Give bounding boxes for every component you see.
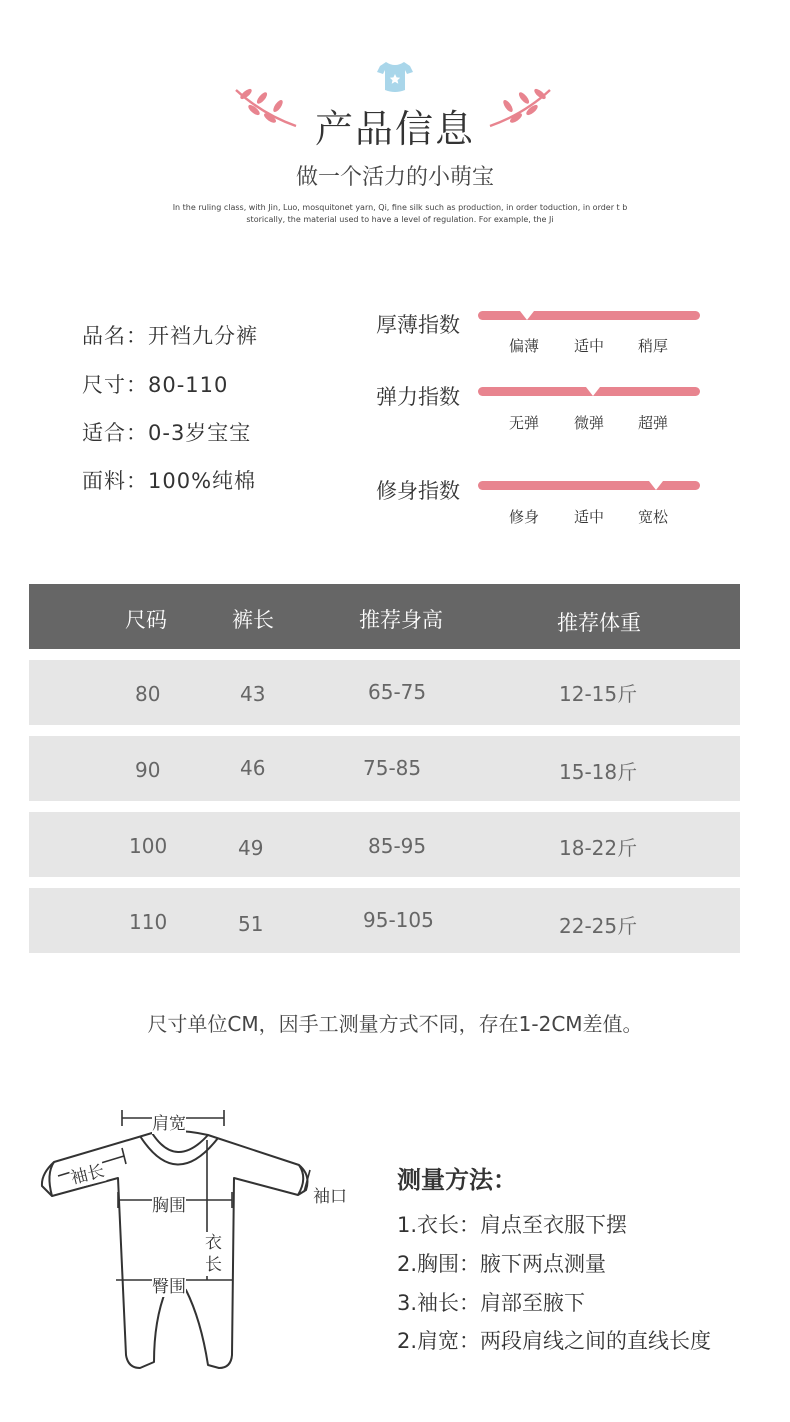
description-line-1: In the ruling class, with Jin, Luo, mosquitonet yarn, Qi, fine silk such as production, in order toduction, in order t b xyxy=(172,203,628,212)
cell-height: 85-95 xyxy=(368,834,427,858)
fit-index-marker xyxy=(649,481,663,490)
garment-length-label: 衣长 xyxy=(205,1232,225,1276)
elasticity-index-bar xyxy=(478,387,700,396)
hip-label: 臀围 xyxy=(152,1272,186,1297)
table-row xyxy=(29,736,740,801)
sleeve-length-label: 袖长 xyxy=(67,1156,106,1188)
thickness-index-label: 厚薄指数 xyxy=(376,313,460,337)
fit-index-label: 修身指数 xyxy=(376,479,460,503)
cell-height: 75-85 xyxy=(363,756,422,780)
cell-pants-length: 49 xyxy=(238,836,264,860)
fit-tick: 修身 xyxy=(508,508,539,526)
cell-pants-length: 46 xyxy=(240,756,266,780)
onesie-icon xyxy=(376,60,414,94)
cell-pants-length: 51 xyxy=(238,912,264,936)
elasticity-index-marker xyxy=(586,387,600,396)
col-header-weight: 推荐体重 xyxy=(557,611,641,635)
cell-weight: 15-18斤 xyxy=(559,760,638,784)
info-product-name: 品名：开裆九分裤 xyxy=(82,324,258,348)
size-note: 尺寸单位CM，因手工测量方式不同，存在1-2CM差值。 xyxy=(147,1012,643,1036)
description-line-2: storically, the material used to have a level of regulation. For example, the Ji xyxy=(246,215,554,224)
col-header-height: 推荐身高 xyxy=(359,608,443,632)
info-fabric: 面料：100%纯棉 xyxy=(82,469,257,493)
thickness-index-bar xyxy=(478,311,700,320)
measure-item: 1.衣长：肩点至衣服下摆 xyxy=(397,1213,628,1237)
cell-size: 100 xyxy=(129,834,168,858)
thickness-tick: 偏薄 xyxy=(508,337,539,355)
fit-tick: 适中 xyxy=(573,508,604,526)
col-header-size: 尺码 xyxy=(125,608,167,632)
cell-weight: 18-22斤 xyxy=(559,836,638,860)
elasticity-tick: 微弹 xyxy=(573,414,604,432)
cell-height: 95-105 xyxy=(363,908,434,932)
measure-item: 2.肩宽：两段肩线之间的直线长度 xyxy=(397,1329,712,1353)
page-title: 产品信息 xyxy=(314,107,475,151)
onesie-measurement-diagram xyxy=(36,1100,366,1390)
shoulder-width-label: 肩宽 xyxy=(152,1109,186,1134)
info-size: 尺寸：80-110 xyxy=(82,373,229,397)
thickness-tick: 稍厚 xyxy=(637,337,668,355)
cell-size: 80 xyxy=(135,682,161,706)
measure-item: 2.胸围：腋下两点测量 xyxy=(397,1252,607,1276)
page-subtitle: 做一个活力的小萌宝 xyxy=(295,165,494,190)
elasticity-index-label: 弹力指数 xyxy=(376,385,460,409)
cell-pants-length: 43 xyxy=(240,682,266,706)
cell-size: 110 xyxy=(129,910,168,934)
table-row xyxy=(29,660,740,725)
cell-height: 65-75 xyxy=(368,680,427,704)
elasticity-tick: 超弹 xyxy=(637,414,668,432)
table-row xyxy=(29,812,740,877)
cell-size: 90 xyxy=(135,758,161,782)
cell-weight: 12-15斤 xyxy=(559,682,638,706)
table-row xyxy=(29,888,740,953)
thickness-tick: 适中 xyxy=(573,337,604,355)
fit-index-bar xyxy=(478,481,700,490)
cell-weight: 22-25斤 xyxy=(559,914,638,938)
chest-label: 胸围 xyxy=(152,1191,186,1216)
measure-item: 3.袖长：肩部至腋下 xyxy=(397,1291,586,1315)
info-age: 适合：0-3岁宝宝 xyxy=(82,421,252,445)
measure-title: 测量方法： xyxy=(397,1166,517,1194)
elasticity-tick: 无弹 xyxy=(508,414,539,432)
cuff-label: 袖口 xyxy=(313,1182,347,1207)
size-table-header xyxy=(29,584,740,649)
col-header-pants-length: 裤长 xyxy=(232,608,274,632)
thickness-index-marker xyxy=(520,311,534,320)
fit-tick: 宽松 xyxy=(637,508,668,526)
